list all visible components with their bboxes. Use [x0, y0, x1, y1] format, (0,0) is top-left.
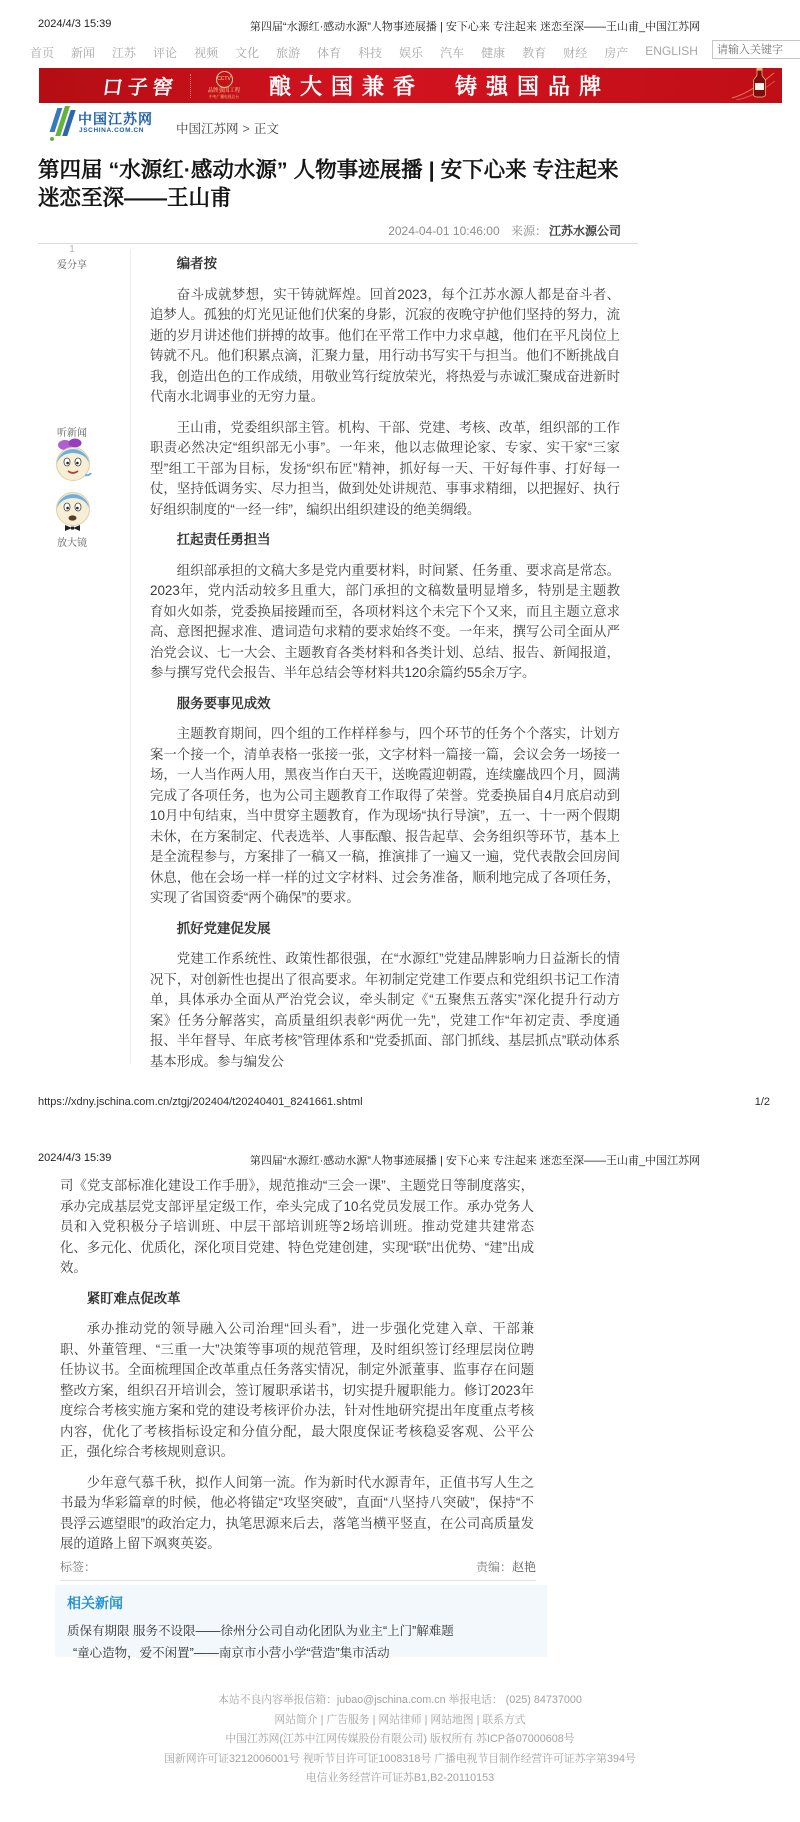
- listen-mascot-bowtie-icon[interactable]: [52, 487, 94, 538]
- article-body-page2: [60, 1176, 534, 1565]
- section-heading-editor-note: 编者按: [176, 256, 217, 271]
- nav-item-health[interactable]: 健康: [481, 46, 506, 60]
- breadcrumb: [176, 119, 279, 137]
- nav-item-travel[interactable]: 旅游: [276, 46, 301, 60]
- breadcrumb-current: 正文: [253, 122, 279, 136]
- site-domain: JSCHINA.COM.CN: [79, 127, 145, 134]
- share-count: 1: [69, 244, 75, 255]
- editor-credit: [476, 1558, 536, 1575]
- paragraph: 主题教育期间，四个组的工作样样参与，四个环节的任务个个落实，计划方案一个接一个，清单表格一张接一张，文字材料一篇接一篇，会议会务一场接一场，一人当作两人用，黑夜当作白天干，送晚霞迎朝霞，连续鏖战四个月，圆满完成了各项任务，也为公司主题教育工作取得了荣誉。党委换届自4月底启动到10月中旬结束，当中贯穿主题教育，作为现场“执行导演”，五一、十一两个假期未休，在方案制定、代表选举、人事酝酿、报告起草、会务组织等环节，基本上是全流程参与，方案排了一稿又一稿，推演排了一遍又一遍，党代表散会回房间休息，他在会场一样一样的过文字材料、过会务准备，顺利地完成了各项任务，实现了省国资委“两个确保”的要求。: [150, 726, 620, 905]
- article-title: 第四届 “水源红·感动水源” 人物事迹展播 | 安下心来 专注起来 迷恋至深——王山甫: [38, 158, 619, 210]
- cctv-badge-circle: CCTV: [216, 71, 233, 88]
- footer-telecom-line: 电信业务经营许可证苏B1,B2-20110153: [305, 1772, 495, 1785]
- related-news-link[interactable]: “童心造物，爱不闲置”——南京市小营小学“营造”集市活动: [73, 1646, 390, 1660]
- related-news-heading: 相关新闻: [67, 1595, 123, 1611]
- listen-news-tool[interactable]: 听新闻: [57, 428, 87, 439]
- breadcrumb-separator: >: [242, 122, 250, 136]
- banner-slogan: 酿大国兼香 铸强国品牌: [269, 74, 611, 99]
- site-name[interactable]: 中国江苏网: [78, 111, 153, 127]
- banner-brand: 口子窖: [101, 77, 180, 99]
- print-timestamp-page2: 2024/4/3 15:39: [38, 1152, 112, 1164]
- editor-name: 赵艳: [511, 1560, 536, 1574]
- nav-item-house[interactable]: 房产: [604, 46, 629, 60]
- nav-item-finance[interactable]: 财经: [563, 46, 588, 60]
- nav-item-culture[interactable]: 文化: [235, 46, 260, 60]
- print-url: https://xdny.jschina.com.cn/ztgj/202404/t20240401_8241661.shtml: [38, 1096, 363, 1108]
- paragraph-continued: 司《党支部标准化建设工作手册》，规范推动“三会一课”、主题党日等制度落实，承办完成基层党支部评星定级工作，牵头完成了10名党员发展工作。承办党务人员和入党积极分子培训班、中层干部培训班等2场培训班。推动党建共建常态化、多元化、优质化，深化项目党建、特色党建创建，实现“联”出优势、“建”出成效。: [60, 1178, 534, 1275]
- paragraph: 王山甫，党委组织部主管。机构、干部、党建、考核、改革，组织部的工作职责必然决定“组织部无小事”。一年来，他以志做理论家、专家、实干家“三家型”组工干部为目标，发扬“织布匠”精神，抓好每一天、干好每件事、打好每一仗，坚持低调务实、尽力担当，做到处处讲规范、事事求精细，以把握好、执行好组织制度的“一经一纬”，编织出组织建设的绝美绸缎。: [150, 419, 620, 517]
- section-heading-party-building: 抓好党建促发展: [176, 920, 271, 936]
- paragraph: 少年意气慕千秋，拟作人间第一流。作为新时代水源青年，正值书写人生之书最为华彩篇章的时候，他必将锚定“攻坚突破”，直面“八坚持八突破”，保持“不畏浮云遮望眼”的政治定力，执笔思源来后去，落笔当横平竖直，在公司高质量发展的道路上留下飒爽英姿。: [60, 1474, 534, 1551]
- nav-item-video[interactable]: 视频: [194, 46, 219, 60]
- related-news-box: [55, 1585, 547, 1660]
- article-meta-row: [60, 1558, 536, 1575]
- site-footer: [0, 1691, 800, 1789]
- search-input[interactable]: [712, 40, 800, 59]
- nav-item-sports[interactable]: 体育: [317, 46, 342, 60]
- footer-links-line[interactable]: 网站简介 | 广告服务 | 网站律师 | 网站地图 | 联系方式: [274, 1713, 526, 1726]
- share-tool[interactable]: 爱分享: [57, 260, 87, 271]
- sidebar-divider: [130, 249, 131, 1064]
- bottle-icon: [730, 68, 776, 103]
- print-doc-title: 第四届“水源红·感动水源”人物事迹展播 | 安下心来 专注起来 迷恋至深——王山甫_中国江苏网: [249, 21, 701, 33]
- editor-label: 责编：: [475, 1560, 512, 1574]
- nav-item-edu[interactable]: 教育: [522, 46, 547, 60]
- section-heading-responsibility: 扛起责任勇担当: [176, 532, 271, 547]
- paragraph: 奋斗成就梦想，实干铸就辉煌。回首2023，每个江苏水源人都是奋斗者、追梦人。孤独的灯光见证他们伏案的身影，沉寂的夜晚守护他们坚持的努力，流逝的岁月讲述他们拼搏的故事。他们在平常工作中力求卓越，他们在平凡岗位上铸就不凡。他们积累点滴，汇聚力量，用行动书写实干与担当。他们不断挑战自我，创造出色的工作成绩，用敬业笃行绽放荣光，将热爱与赤诚汇聚成奋进新时代南水北调事业的无穷力量。: [150, 286, 620, 404]
- nav-item-auto[interactable]: 汽车: [440, 46, 465, 60]
- footer-report-line: 本站不良内容举报信箱：jubao@jschina.com.cn 举报电话： (025) 84737000: [218, 1694, 582, 1706]
- footer-license-line: 国新网许可证3212006001号 视听节目许可证1008318号 广播电视节目制作经营许可证苏字第394号: [164, 1752, 636, 1765]
- publish-time: 2024-04-01 10:46:00: [388, 224, 500, 238]
- section-heading-reform: 紧盯难点促改革: [86, 1290, 181, 1306]
- nav-item-english[interactable]: ENGLISH: [645, 44, 698, 58]
- print-page-indicator: 1/2: [754, 1096, 770, 1108]
- cctv-badge-line1: 品牌强国工程: [207, 88, 241, 94]
- source-label: 来源：: [510, 224, 547, 238]
- nav-item-home[interactable]: 首页: [30, 46, 55, 60]
- nav-item-news[interactable]: 新闻: [71, 46, 96, 60]
- footer-copyright-line: 中国江苏网(江苏中江网传媒股份有限公司) 版权所有 苏ICP备07000608号: [225, 1733, 575, 1746]
- cctv-badge-line2: 中央广播电视总台: [208, 94, 239, 99]
- title-divider: [38, 243, 638, 244]
- article-dateline: [150, 222, 621, 239]
- paragraph: 承办推动党的领导融入公司治理“回头看”，进一步强化党建入章、干部兼职、外董管理、“三重一大”决策等事项的规范管理，及时组织签订经理层岗位聘任协议书。全面梳理国企改革重点任务落实情况，制定外派董事、监事存在问题整改方案，组织召开培训会，签订履职承诺书，切实提升履职能力。修订2023年度综合考核实施方案和党的建设考核评价办法，针对性地研究提出年度重点考核内容，优化了考核指标设定和分值分配，最大限度保证考核稳妥客观、公平公正，强化综合考核规则意识。: [60, 1321, 534, 1459]
- banner-divider: [190, 74, 191, 98]
- paragraph: 党建工作系统性、政策性都很强，在“水源红”党建品牌影响力日益渐长的情况下，对创新性也提出了很高要求。年初制定党建工作要点和党组织书记工作清单，具体承办全面从严治党会议，牵头制定《“五聚焦五落实”深化提升行动方案》任务分解落实，高质量组织表彰“两优一先”，党建工作“年初定责、季度通报、半年督导、年底考核”管理体系和“党委抓面、部门抓线、基层抓点”联动体系基本形成。参与编发公: [150, 951, 620, 1069]
- magnifier-tool[interactable]: 放大镜: [57, 538, 87, 549]
- print-timestamp: 2024/4/3 15:39: [38, 18, 112, 30]
- tags-label: 标签：: [60, 1560, 97, 1574]
- top-nav: [30, 44, 698, 61]
- cctv-badge-icon: [201, 71, 247, 100]
- section-heading-service: 服务要事见成效: [176, 695, 271, 711]
- paragraph: 组织部承担的文稿大多是党内重要材料，时间紧、任务重、要求高是常态。2023年，党内活动较多且重大，部门承担的文稿数量明显增多，特别是主题教育如火如荼，党委换届接踵而至，各项材料这个未完下个又来，而且主题立意求高、意图把握求准、遣词造句求精的要求始终不变。一年来，撰写公司全面从严治党会议、七一大会、主题教育各类材料和各类计划、总结、报告、新闻报道，参与撰写党代会报告、半年总结会等材料共120余篇约55余万字。: [150, 562, 620, 680]
- nav-item-comment[interactable]: 评论: [153, 46, 178, 60]
- listen-mascot-bow-icon[interactable]: [52, 437, 94, 488]
- nav-item-ent[interactable]: 娱乐: [399, 46, 424, 60]
- nav-item-jiangsu[interactable]: 江苏: [112, 46, 137, 60]
- site-logo-icon[interactable]: [46, 106, 76, 147]
- meta-divider: [60, 1580, 536, 1581]
- banner-ad[interactable]: [39, 68, 782, 103]
- breadcrumb-home-link[interactable]: 中国江苏网: [176, 122, 239, 136]
- nav-item-tech[interactable]: 科技: [358, 46, 383, 60]
- article-body-page1: [150, 254, 620, 1082]
- related-news-link[interactable]: 质保有期限 服务不设限——徐州分公司自动化团队为业主“上门”解难题: [67, 1624, 454, 1638]
- print-doc-title-page2: 第四届“水源红·感动水源”人物事迹展播 | 安下心来 专注起来 迷恋至深——王山甫_中国江苏网: [249, 1155, 701, 1167]
- source-name: 江苏水源公司: [548, 224, 621, 238]
